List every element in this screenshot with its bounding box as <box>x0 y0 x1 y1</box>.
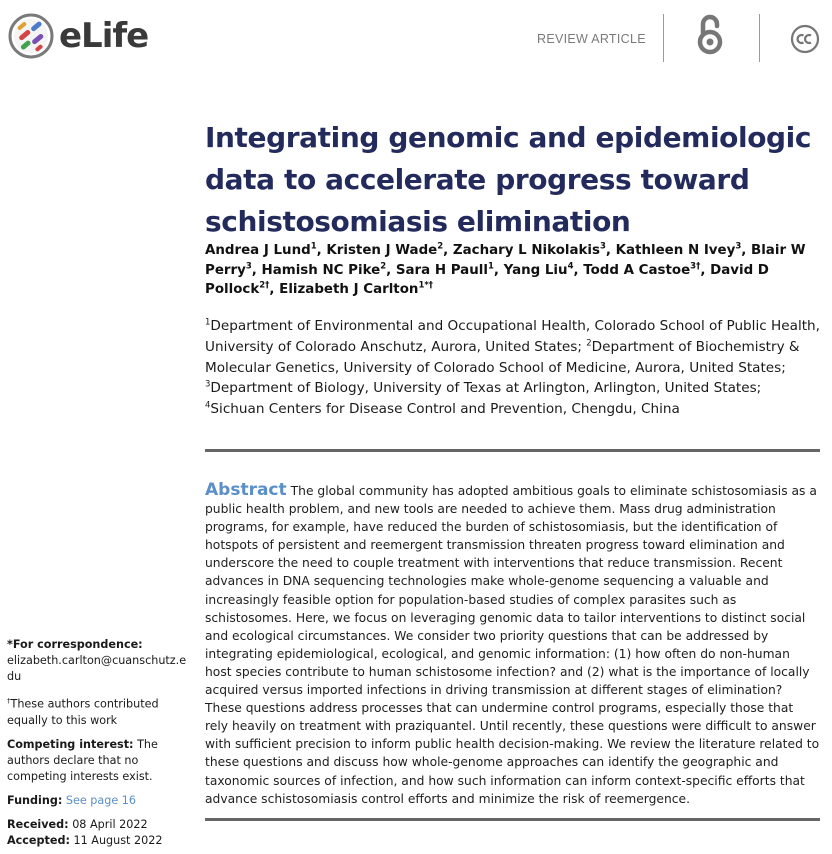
competing-interest-block <box>7 737 193 785</box>
author[interactable]: Sara H Paull$^1$ <box>395 261 494 278</box>
affiliation-list <box>205 316 825 420</box>
author[interactable]: Hamish NC Pike$^2$ <box>261 261 387 278</box>
abstract-heading: Abstract <box>205 480 287 500</box>
article-type-label: REVIEW ARTICLE <box>537 32 646 46</box>
affiliation: $^4$Sichuan Centers for Disease Control and Prevention, Chengdu, China <box>205 400 680 418</box>
equal-contribution-note: †These authors contributed equally to this work <box>7 697 159 727</box>
author[interactable]: Elizabeth J Carlton$^{1*\dagger}$ <box>279 280 434 297</box>
correspondence-label: *For correspondence: <box>7 638 143 651</box>
author[interactable]: Kristen J Wade$^2$ <box>326 241 444 258</box>
section-divider <box>205 449 820 452</box>
affiliation: $^2$Department of Biochemistry & Molecular Genetics, University of Colorado School of Medicine, Aurora, United States; <box>205 338 800 376</box>
received-date: Received: 08 April 2022 <box>7 817 148 831</box>
funding-block <box>7 793 193 809</box>
correspondence-block <box>7 637 193 685</box>
affiliation: $^3$Department of Biology, University of Texas at Arlington, Arlington, United States; <box>205 379 762 397</box>
funding-link[interactable]: See page 16 <box>65 793 137 807</box>
author[interactable]: Yang Liu$^4$ <box>503 261 574 278</box>
article-info-sidebar <box>7 637 193 849</box>
competing-interest-label: Competing interest: <box>7 737 134 751</box>
author[interactable]: Andrea J Lund$^1$ <box>205 241 317 258</box>
abstract-text: The global community has adopted ambitious goals to eliminate schistosomiasis as a public health problem, and new tools are needed to achieve them. Mass drug administration programs, for example, have reduced the burden of schistosomiasis, but the identification of hotspots of persistent and reemergent transmission threaten progress toward elimination and underscore the need to couple treatment with interventions that reduce transmission. Recent advances in DNA sequencing technologies make whole-genome sequencing a valuable and increasingly feasible option for population-based studies of complex parasites such as schistosomes. Here, we focus on leveraging genomic data to tailor interventions to distinct social and ecological circumstances. We consider two priority questions that can be addressed by integrating epidemiological, ecological, and genomic information: (1) how often do non-human host species contribute to human schistosome infection? and (2) what is the importance of locally acquired versus imported infections in driving transmission at different stages of elimination? These questions address processes that can undermine control programs, especially those that rely heavily on treatment with praziquantel. Until recently, these questions were difficult to answer with sufficient precision to inform public health decision-making. We review the literature related to these questions and discuss how whole-genome approaches can identify the geographic and taxonomic sources of infection, and how such information can inform context-specific efforts that advance schistosomiasis control efforts and minimize the risk of reemergence. <box>205 484 820 806</box>
accepted-date: Accepted: 11 August 2022 <box>7 833 163 847</box>
creative-commons-icon <box>790 24 820 54</box>
article-title: Integrating genomic and epidemiologic data to accelerate progress toward schistosomiasis elimination <box>205 121 812 238</box>
abstract <box>205 481 820 808</box>
header-divider <box>759 14 760 62</box>
author[interactable]: Zachary L Nikolakis$^3$ <box>452 241 606 258</box>
correspondence-email[interactable]: elizabeth.carlton@cuanschutz.edu <box>7 654 187 683</box>
author[interactable]: Todd A Castoe$^{3\dagger}$ <box>583 261 701 278</box>
author[interactable]: Blair W Perry$^3$ <box>205 243 806 278</box>
funding-label: Funding: <box>7 793 63 807</box>
affiliation: $^1$Department of Environmental and Occupational Health, Colorado School of Public Health, University of Colorado Anschutz, Aurora, United States; <box>205 317 820 355</box>
elife-logo-text: eLife <box>59 16 149 56</box>
header-divider <box>663 14 664 62</box>
competing-interest-text: The authors declare that no competing interests exist. <box>7 737 158 783</box>
author[interactable]: David D Pollock$^{2\dagger}$ <box>205 262 769 297</box>
section-divider <box>205 818 820 821</box>
open-access-icon <box>694 13 726 55</box>
author[interactable]: Kathleen N Ivey$^3$ <box>615 241 742 258</box>
author-list: Andrea J Lund$^1$, Kristen J Wade$^2$, Zachary L Nikolakis$^3$, Kathleen N Ivey$^3$, Blair W Perry$^3$, Hamish NC Pike$^2$, Sara H Paull$^1$, Yang Liu$^4$, Todd A Castoe$^{3\dagger}$, David D Pollock$^{2\dagger}$, Elizabeth J Carlton$^{1*\dagger}$ <box>205 241 806 297</box>
elife-logo-icon <box>8 13 54 59</box>
elife-logo[interactable] <box>8 13 148 59</box>
